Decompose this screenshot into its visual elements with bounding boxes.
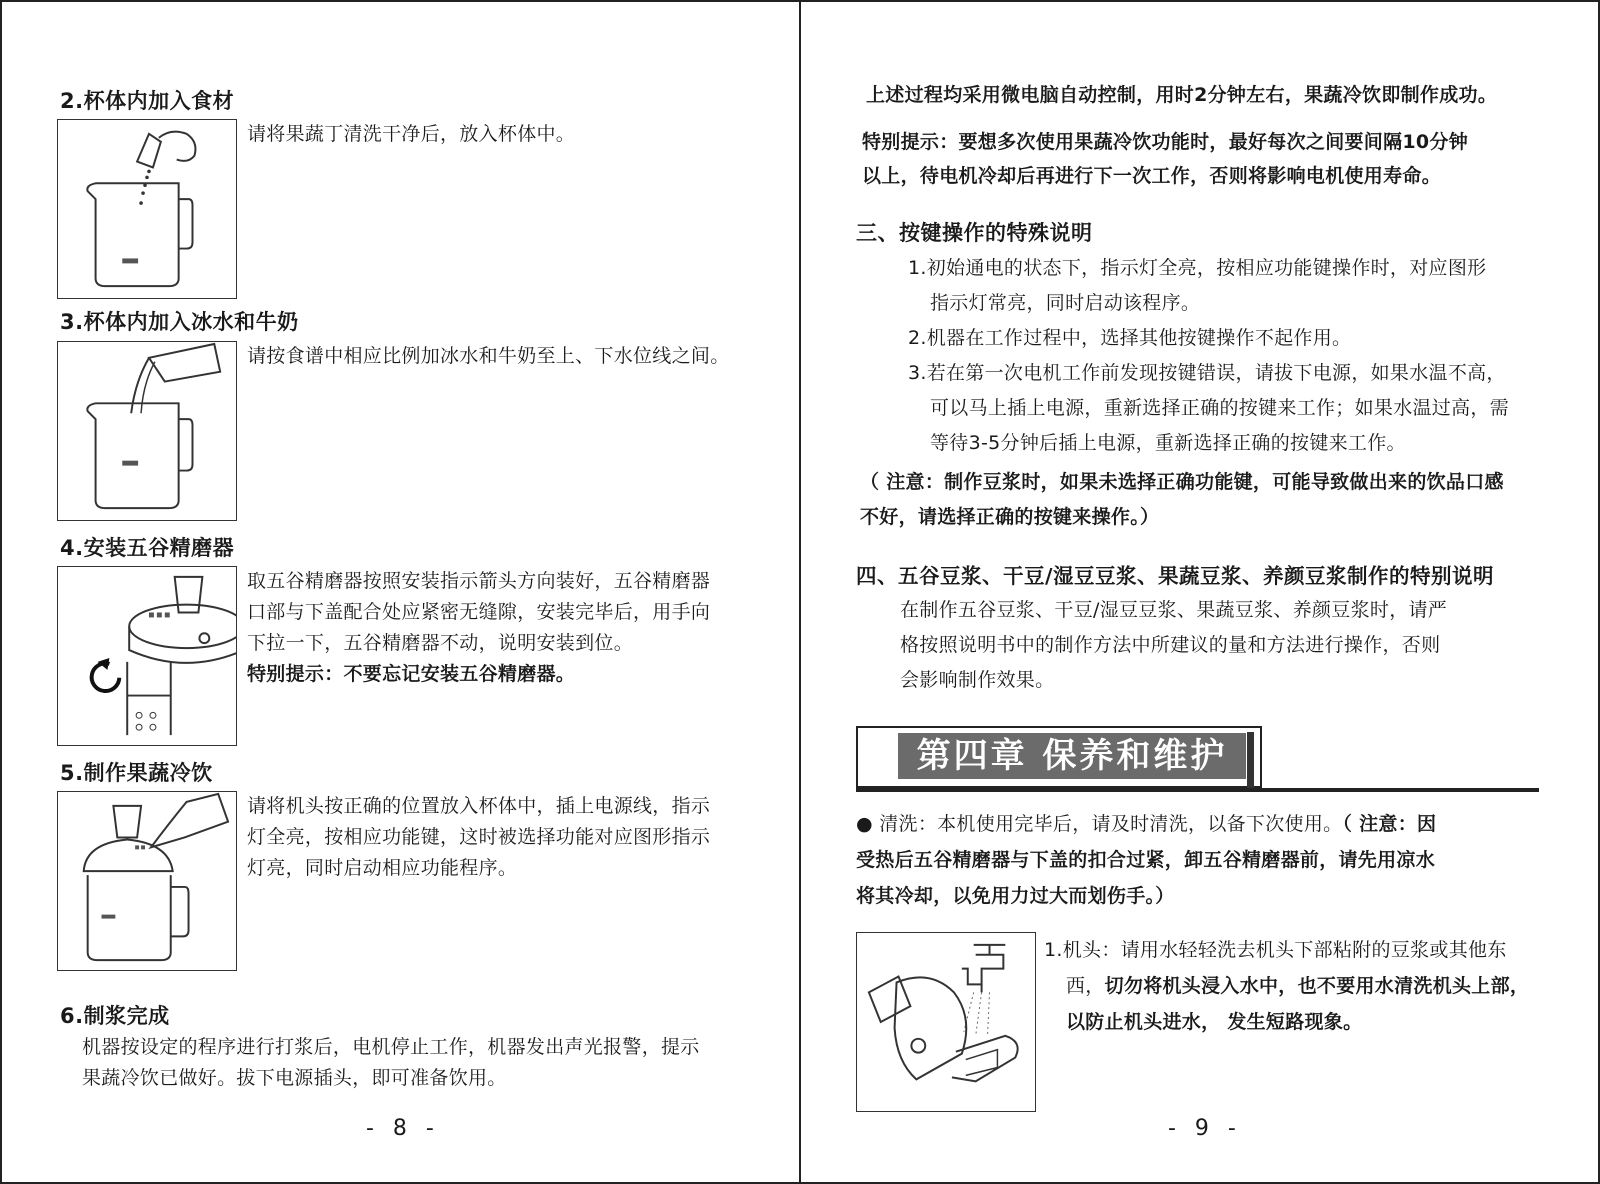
text-line: 将其冷却，以免用力过大而划伤手。） bbox=[856, 885, 1175, 907]
cleaning-note-start: （ 注意：因 bbox=[1342, 813, 1437, 835]
special-tip-grinder: 特别提示：不要忘记安装五谷精磨器。 bbox=[247, 663, 576, 685]
section-text-pulping-complete bbox=[82, 1032, 772, 1094]
section-heading-add-ingredients: 2.杯体内加入食材 bbox=[60, 89, 235, 113]
special-tip-motor bbox=[862, 125, 1562, 193]
section-heading-button-operations: 三、按键操作的特殊说明 bbox=[856, 221, 1093, 245]
text-line: 请按食谱中相应比例加冰水和牛奶至上、下水位线之间。 bbox=[247, 345, 730, 367]
machine-head-warning-end: 以防止机头进水， 发生短路现象。 bbox=[1066, 1011, 1363, 1033]
soy-milk-note bbox=[860, 465, 1560, 535]
machine-head-warning: 切勿将机头浸入水中，也不要用水清洗机头上部， bbox=[1104, 975, 1530, 997]
cup-adding-ingredients-illustration bbox=[57, 119, 237, 299]
machine-head-line-2 bbox=[1044, 968, 1584, 1004]
list-item-line: 可以马上插上电源，重新选择正确的按键来工作；如果水温过高，需 bbox=[930, 397, 1510, 419]
pressing-function-button-illustration bbox=[57, 791, 237, 971]
text-line: 会影响制作效果。 bbox=[900, 669, 1055, 691]
list-item-line: 3.若在第一次电机工作前发现按键错误，请拔下电源，如果水温不高， bbox=[908, 362, 1506, 384]
chapter-banner-shadow bbox=[1247, 732, 1254, 788]
section-text-install-grinder bbox=[247, 566, 767, 690]
intro-text bbox=[866, 80, 1566, 111]
section-heading-add-ice-water-milk: 3.杯体内加入冰水和牛奶 bbox=[60, 310, 299, 334]
text-line: 上述过程均采用微电脑自动控制，用时2分钟左右，果蔬冷饮即制作成功。 bbox=[866, 84, 1498, 106]
book-spine-divider bbox=[799, 0, 801, 1184]
text-line: 取五谷精磨器按照安装指示箭头方向装好，五谷精磨器 bbox=[247, 570, 711, 592]
section-heading-make-cold-drink: 5.制作果蔬冷饮 bbox=[60, 761, 213, 785]
text-line: （ 注意：制作豆浆时，如果未选择正确功能键，可能导致做出来的饮品口感 bbox=[860, 471, 1504, 493]
section-text-make-cold-drink bbox=[247, 791, 767, 884]
rinsing-machine-head-under-tap-illustration bbox=[856, 932, 1036, 1112]
text-line: 口部与下盖配合处应紧密无缝隙，安装完毕后，用手向 bbox=[247, 601, 711, 623]
text-fragment: 西， bbox=[1066, 975, 1105, 997]
text-line: 灯全亮，按相应功能键，这时被选择功能对应图形指示 bbox=[247, 826, 711, 848]
text-line: 请将果蔬丁清洗干净后，放入杯体中。 bbox=[247, 123, 576, 145]
section-heading-soy-milk-special: 四、五谷豆浆、干豆/湿豆豆浆、果蔬豆浆、养颜豆浆制作的特别说明 bbox=[856, 564, 1494, 588]
text-line: 果蔬冷饮已做好。拔下电源插头，即可准备饮用。 bbox=[82, 1067, 507, 1089]
text-line: 1.机头：请用水轻轻洗去机头下部粘附的豆浆或其他东 bbox=[1044, 939, 1507, 961]
button-operations-list bbox=[908, 251, 1568, 461]
list-item-line: 指示灯常亮，同时启动该程序。 bbox=[930, 292, 1201, 314]
text-line: 格按照说明书中的制作方法中所建议的量和方法进行操作，否则 bbox=[900, 634, 1441, 656]
section-text-add-ice-water-milk bbox=[247, 341, 787, 372]
page-number-left: - 8 - bbox=[366, 1116, 440, 1141]
chapter-banner bbox=[856, 726, 1539, 790]
page-number-right: - 9 - bbox=[1168, 1116, 1242, 1141]
machine-head-cleaning-text bbox=[1044, 932, 1584, 1040]
text-line: 特别提示：要想多次使用果蔬冷饮功能时，最好每次之间要间隔10分钟 bbox=[862, 131, 1469, 153]
text-line: 下拉一下，五谷精磨器不动，说明安装到位。 bbox=[247, 632, 634, 654]
soy-milk-special-text bbox=[900, 593, 1560, 698]
page-border-left bbox=[0, 0, 2, 1184]
grinder-installation-illustration bbox=[57, 566, 237, 746]
cleaning-line-1 bbox=[856, 806, 1556, 842]
text-line: 请将机头按正确的位置放入杯体中，插上电源线，指示 bbox=[247, 795, 711, 817]
pouring-liquid-into-cup-illustration bbox=[57, 341, 237, 521]
text-line: 灯亮，同时启动相应功能程序。 bbox=[247, 857, 518, 879]
text-line: 在制作五谷豆浆、干豆/湿豆豆浆、果蔬豆浆、养颜豆浆时，请严 bbox=[900, 599, 1448, 621]
section-heading-install-grinder: 4.安装五谷精磨器 bbox=[60, 536, 235, 560]
cleaning-section bbox=[856, 806, 1556, 914]
text-line: 不好，请选择正确的按键来操作。） bbox=[860, 506, 1160, 528]
list-item-line: 2.机器在工作过程中，选择其他按键操作不起作用。 bbox=[908, 327, 1352, 349]
text-line: 受热后五谷精磨器与下盖的扣合过紧，卸五谷精磨器前，请先用凉水 bbox=[856, 849, 1436, 871]
section-heading-pulping-complete: 6.制浆完成 bbox=[60, 1004, 170, 1028]
cleaning-intro: ● 清洗：本机使用完毕后，请及时清洗，以备下次使用。 bbox=[856, 813, 1343, 835]
text-line: 以上，待电机冷却后再进行下一次工作，否则将影响电机使用寿命。 bbox=[862, 165, 1442, 187]
list-item-line: 等待3-5分钟后插上电源，重新选择正确的按键来工作。 bbox=[930, 432, 1406, 454]
list-item-line: 1.初始通电的状态下，指示灯全亮，按相应功能键操作时，对应图形 bbox=[908, 257, 1487, 279]
chapter-title: 第四章 保养和维护 bbox=[898, 733, 1246, 779]
text-line: 机器按设定的程序进行打浆后，电机停止工作，机器发出声光报警，提示 bbox=[82, 1036, 700, 1058]
chapter-underline bbox=[856, 788, 1539, 792]
section-text-add-ingredients bbox=[247, 119, 767, 150]
